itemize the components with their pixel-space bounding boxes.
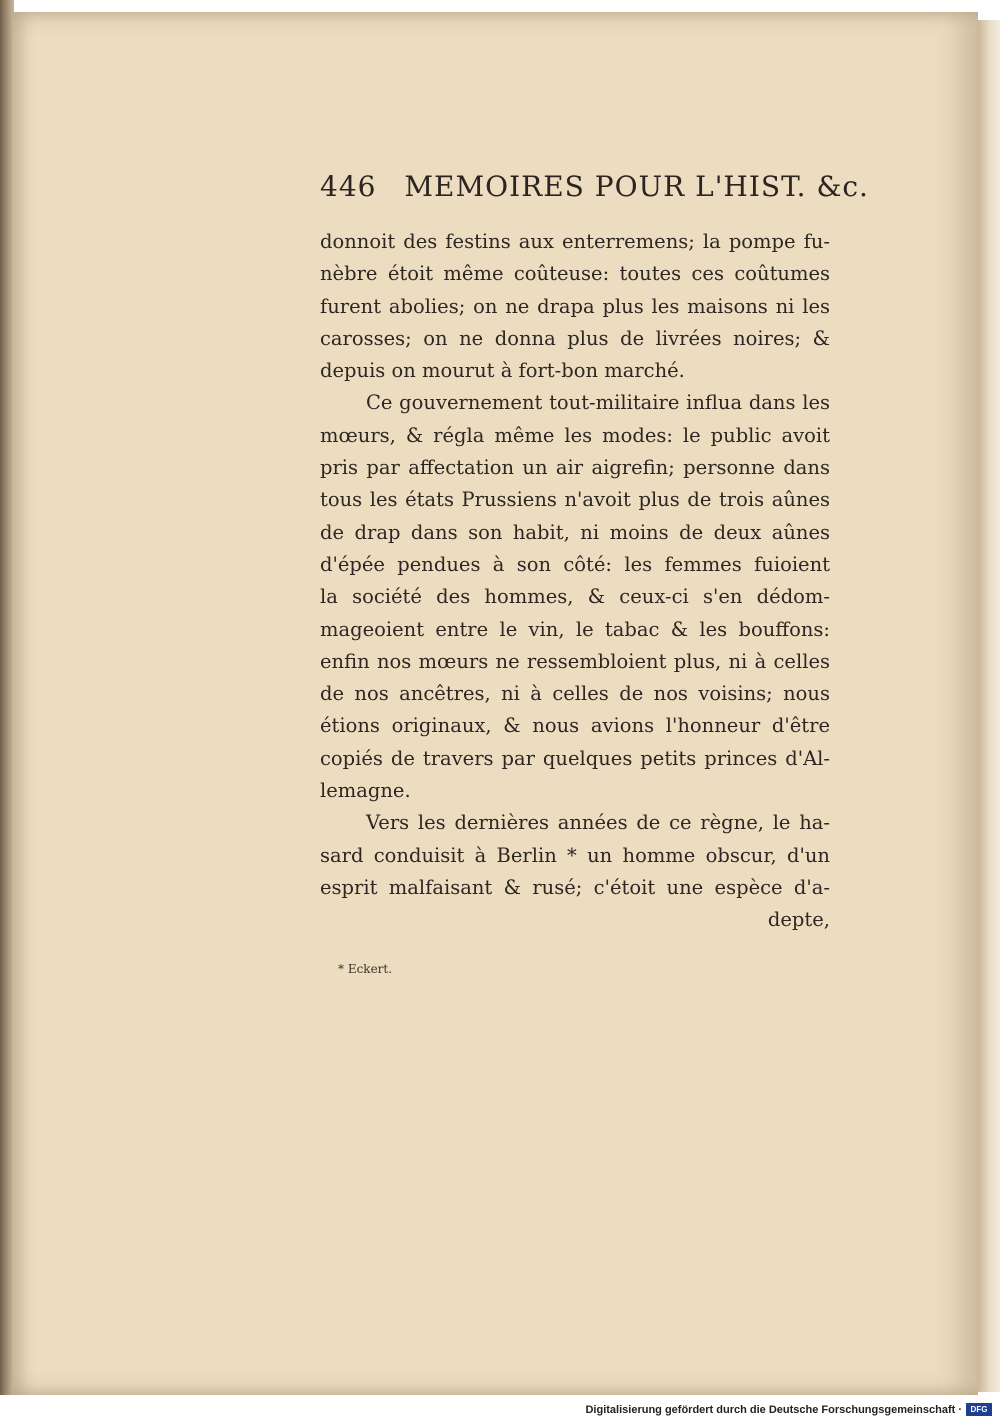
page-fore-edge	[978, 20, 1000, 1392]
funding-credit-text: Digitalisierung gefördert durch die Deutsche Forschungsgemeinschaft ·	[585, 1403, 962, 1416]
text-line: la société des hommes, & ceux-ci s'en dédom-	[320, 585, 830, 609]
text-line: sard conduisit à Berlin * un homme obscur, d'un	[320, 843, 830, 867]
text-line: enfin nos mœurs ne ressembloient plus, ni à celles	[320, 649, 830, 673]
text-line: étions originaux, & nous avions l'honneur d'être	[320, 714, 830, 738]
text-line: carosses; on ne donna plus de livrées noires; &	[320, 326, 830, 350]
running-head	[320, 170, 869, 214]
text-line: mœurs, & régla même les modes: le public avoit	[320, 423, 830, 447]
text-line: lemagne.	[320, 779, 411, 803]
footnote: * Eckert.	[338, 962, 393, 976]
text-line: Ce gouvernement tout-militaire influa dans les	[366, 391, 830, 415]
text-line: Vers les dernières années de ce règne, le ha-	[366, 811, 830, 835]
catchword: depte,	[767, 908, 830, 932]
text-line: nèbre étoit même coûteuse: toutes ces coûtumes	[320, 262, 830, 286]
funding-credit	[585, 1403, 992, 1416]
text-line: furent abolies; on ne drapa plus les maisons ni les	[320, 294, 830, 318]
text-line: mageoient entre le vin, le tabac & les bouffons:	[320, 617, 830, 641]
text-line: copiés de travers par quelques petits princes d'Al-	[320, 746, 830, 770]
text-line: esprit malfaisant & rusé; c'étoit une espèce d'a-	[320, 875, 830, 899]
text-line: d'épée pendues à son côté: les femmes fuioient	[320, 552, 830, 576]
text-line: depuis on mourut à fort-bon marché.	[320, 359, 685, 383]
text-line: donnoit des festins aux enterremens; la pompe fu-	[320, 230, 830, 253]
text-line: tous les états Prussiens n'avoit plus de trois aûnes	[320, 488, 830, 512]
running-title: MEMOIRES POUR L'HIST. &c.	[404, 170, 869, 203]
page-number: 446	[320, 170, 377, 203]
text-line: pris par affectation un air aigrefin; personne dans	[320, 456, 830, 480]
text-line: de drap dans son habit, ni moins de deux aûnes	[320, 520, 830, 544]
body-text	[320, 226, 830, 937]
dfg-logo: DFG	[966, 1403, 992, 1416]
text-line: de nos ancêtres, ni à celles de nos voisins; nous	[320, 682, 830, 706]
